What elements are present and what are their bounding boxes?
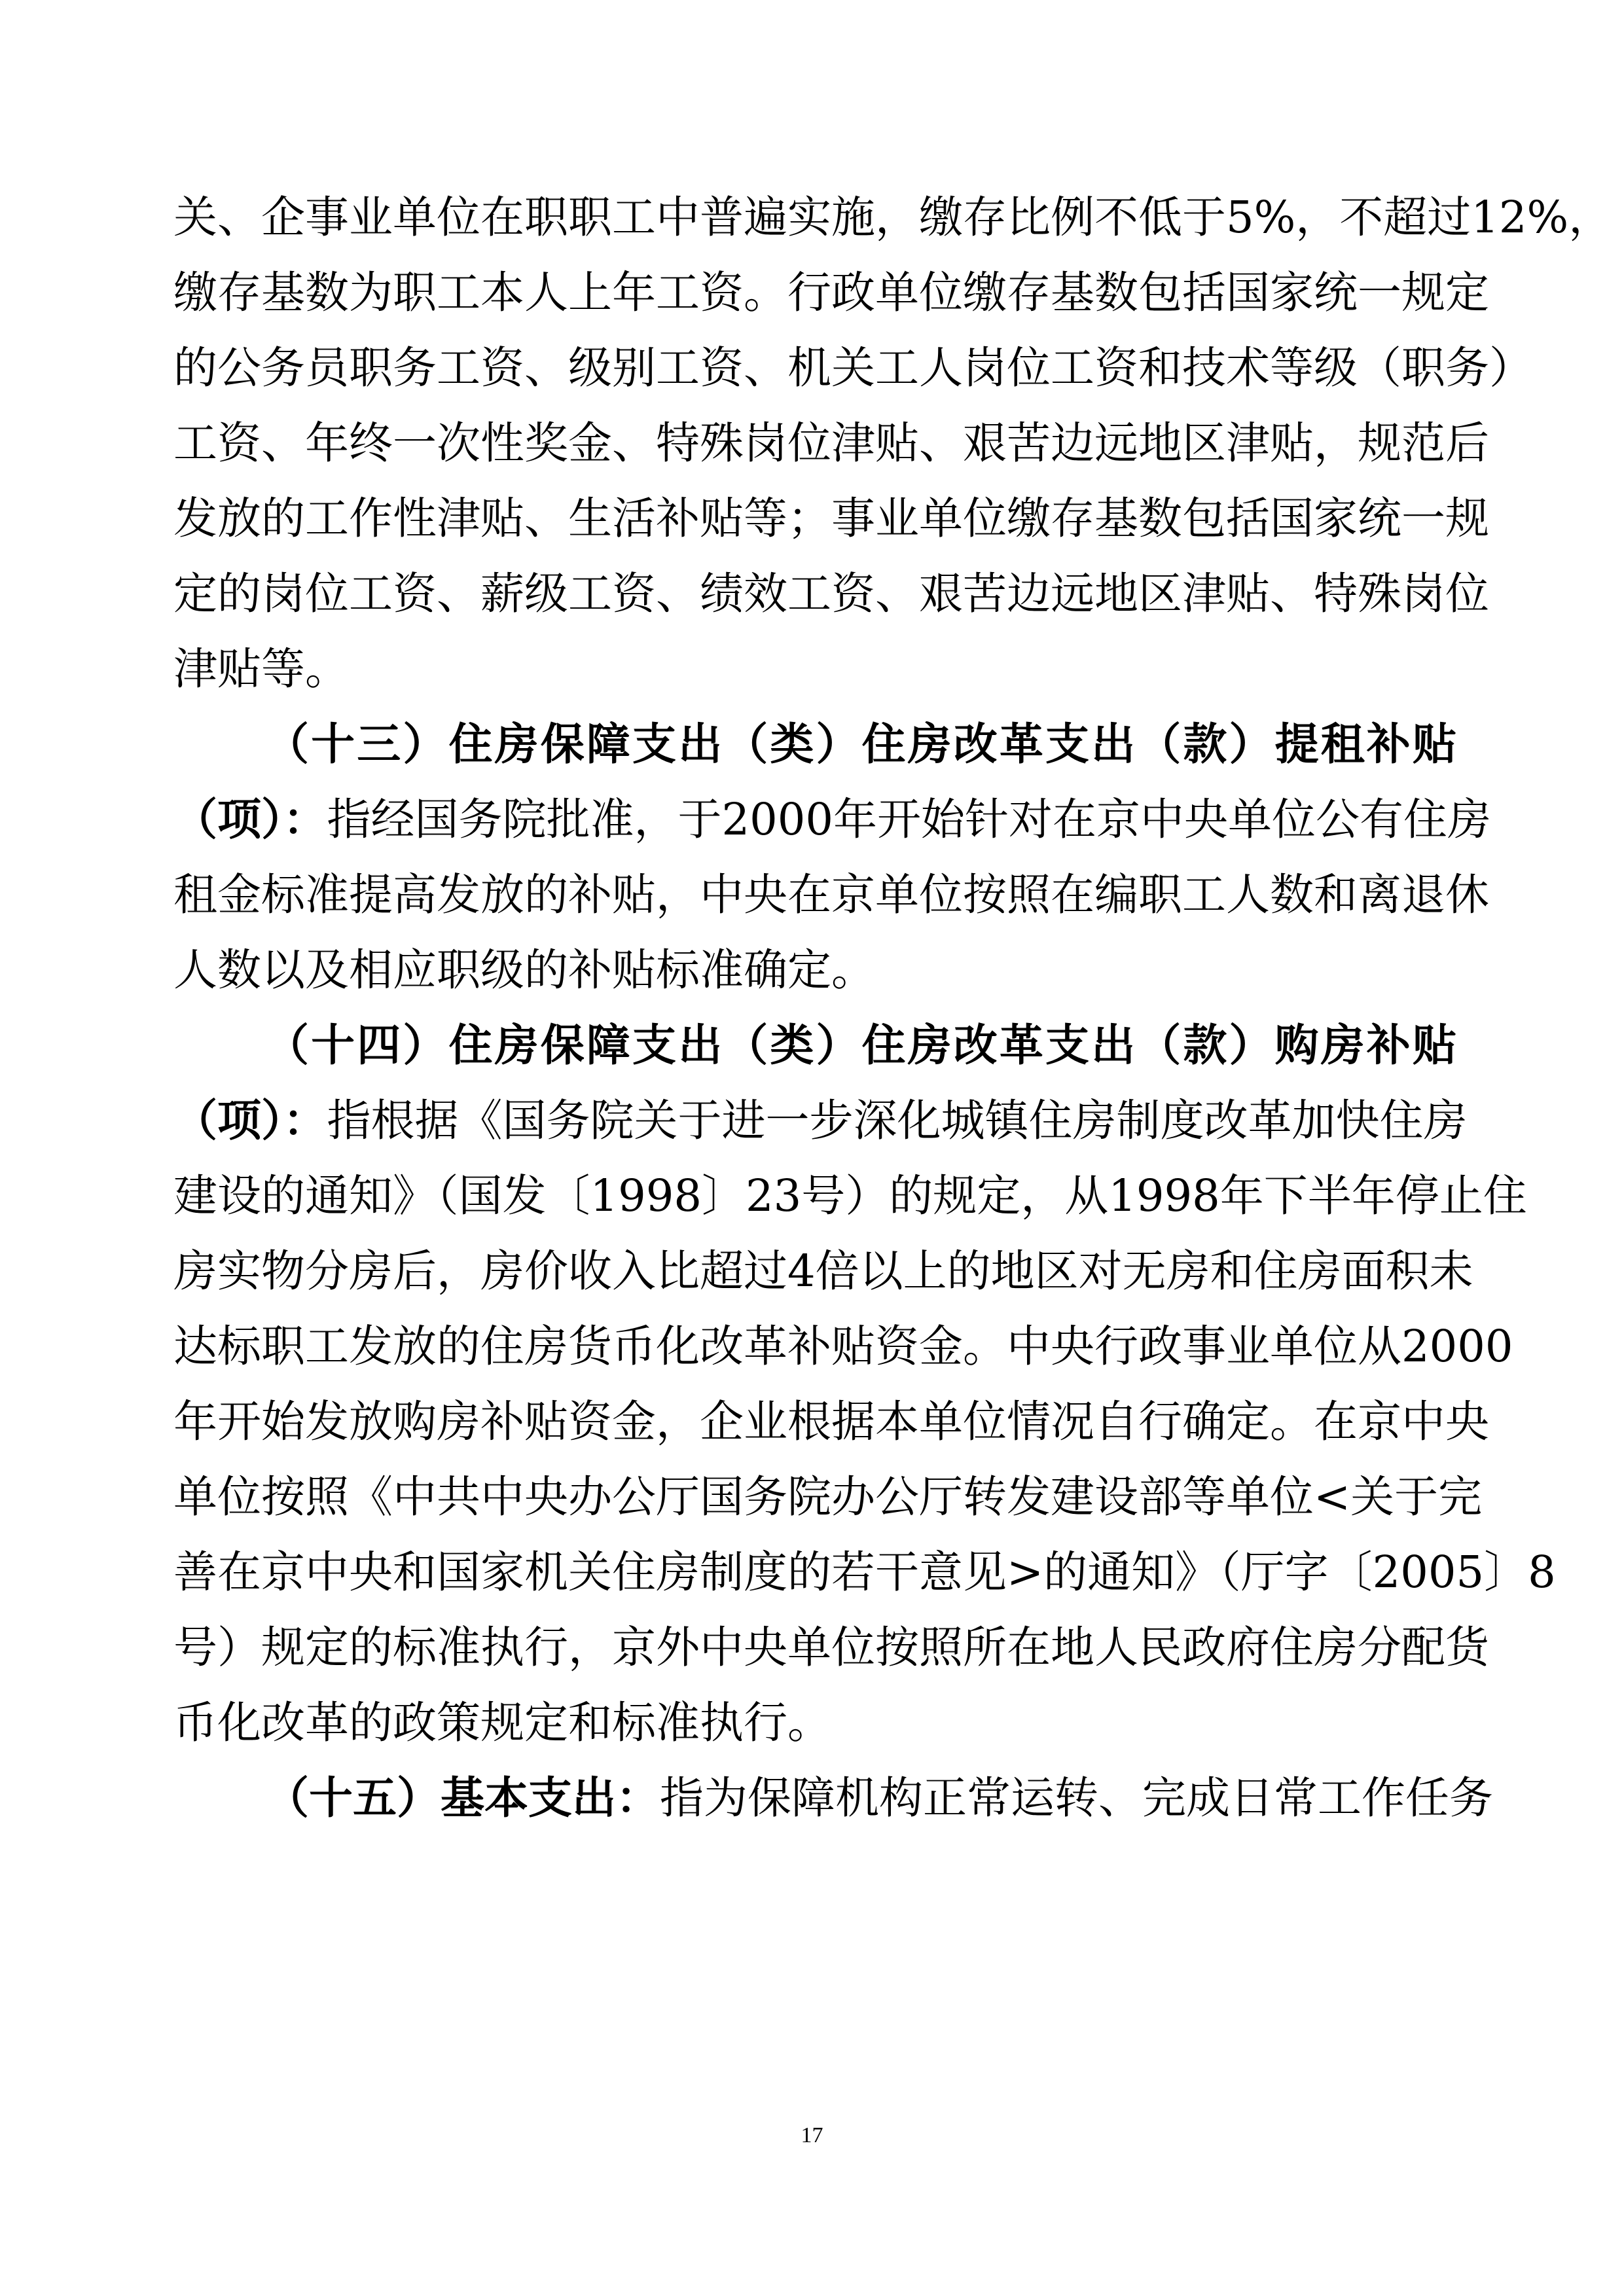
section-13-heading: （十三）住房保障支出（类）住房改革支出（款）提租补贴 xyxy=(265,718,1456,770)
section-15-line: （十五）基本支出：指为保障机构正常运转、完成日常工作任务 xyxy=(265,1772,1493,1823)
body-line: 缴存基数为职工本人上年工资。行政单位缴存基数包括国家统一规定 xyxy=(173,267,1489,318)
body-line: 善在京中央和国家机关住房制度的若干意见>的通知》（厅字〔2005〕8 xyxy=(173,1547,1556,1598)
body-line: 定的岗位工资、薪级工资、绩效工资、艰苦边远地区津贴、特殊岗位 xyxy=(173,568,1489,619)
body-line: 房实物分房后，房价收入比超过4倍以上的地区对无房和住房面积未 xyxy=(173,1246,1473,1297)
body-line: 租金标准提高发放的补贴，中央在京单位按照在编职工人数和离退休 xyxy=(173,869,1489,920)
body-line: 达标职工发放的住房货币化改革补贴资金。中央行政事业单位从2000 xyxy=(173,1321,1513,1372)
page-number: 17 xyxy=(801,2123,823,2147)
section-14-line: （项）：指根据《国务院关于进一步深化城镇住房制度改革加快住房 xyxy=(173,1094,1468,1146)
body-line: 发放的工作性津贴、生活补贴等；事业单位缴存基数包括国家统一规 xyxy=(173,493,1489,544)
section-14-heading: （十四）住房保障支出（类）住房改革支出（款）购房补贴 xyxy=(265,1019,1456,1071)
body-line: 人数以及相应职级的补贴标准确定。 xyxy=(173,944,875,996)
body-line: 津贴等。 xyxy=(173,643,349,694)
body-line: 的公务员职务工资、级别工资、机关工人岗位工资和技术等级（职务） xyxy=(173,342,1533,393)
section-13-line: （项）：指经国务院批准，于2000年开始针对在京中央单位公有住房 xyxy=(173,793,1492,845)
body-line: 工资、年终一次性奖金、特殊岗位津贴、艰苦边远地区津贴，规范后 xyxy=(173,418,1489,469)
body-line: 币化改革的政策规定和标准执行。 xyxy=(173,1697,831,1748)
body-line: 建设的通知》（国发〔1998〕23号）的规定，从1998年下半年停止住 xyxy=(173,1170,1527,1221)
body-line: 号）规定的标准执行，京外中央单位按照所在地人民政府住房分配货 xyxy=(173,1622,1489,1673)
body-line: 年开始发放购房补贴资金，企业根据本单位情况自行确定。在京中央 xyxy=(173,1396,1489,1447)
body-line: 关、企事业单位在职职工中普遍实施，缴存比例不低于5%，不超过12%， xyxy=(173,192,1613,243)
body-line: 单位按照《中共中央办公厅国务院办公厅转发建设部等单位<关于完 xyxy=(173,1471,1483,1522)
